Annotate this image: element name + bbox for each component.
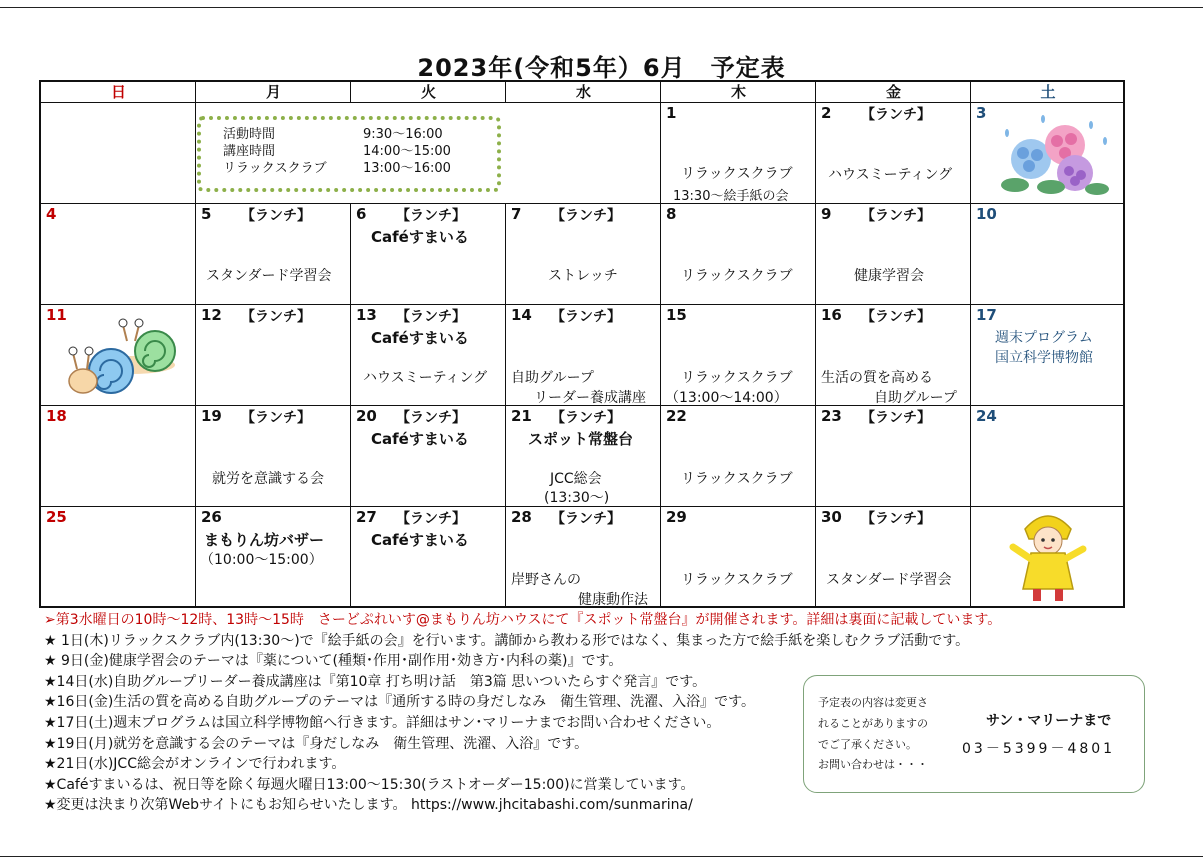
contact-note: 予定表の内容は変更さ <box>818 696 928 709</box>
event-text: リラックスクラブ <box>681 572 793 588</box>
day-cell-22 <box>661 406 816 507</box>
day-number: 4 <box>46 205 57 223</box>
lunch-label: 【ランチ】 <box>861 208 931 224</box>
hours-label: 活動時間 <box>223 127 276 142</box>
event-text: 健康動作法 <box>578 592 648 608</box>
lunch-label: 【ランチ】 <box>396 511 466 527</box>
note-item: ★Caféすまいるは、祝日等を除く毎週火曜日13:00～15:30(ラストオーダー15:00)に営業しています。 <box>44 776 695 793</box>
event-text: 健康学習会 <box>854 268 924 284</box>
event-text: 国立科学博物館 <box>995 350 1093 366</box>
day-cell-30 <box>816 507 971 608</box>
day-cell-20 <box>351 406 506 507</box>
day-cell-12 <box>196 305 351 406</box>
day-cell-8 <box>661 204 816 305</box>
day-cell-23 <box>816 406 971 507</box>
contact-box <box>803 675 1145 793</box>
event-text: スポット常盤台 <box>528 430 634 448</box>
day-number: 24 <box>976 407 997 425</box>
hours-time: 9:30～16:00 <box>363 127 443 142</box>
snail-illustration <box>65 311 185 401</box>
weekday-mon: 月 <box>196 82 351 103</box>
event-text: リラックスクラブ <box>681 268 793 284</box>
day-number: 1 <box>666 104 677 122</box>
day-number: 8 <box>666 205 677 223</box>
hours-label: リラックスクラブ <box>223 161 327 176</box>
day-cell-27 <box>351 507 506 608</box>
lunch-label: 【ランチ】 <box>551 511 621 527</box>
lunch-label: 【ランチ】 <box>861 511 931 527</box>
note-item: ★16日(金)生活の質を高める自助グループのテーマは『通所する時の身だしなみ 衛生管理、洗濯、入浴』です。 <box>44 694 756 711</box>
event-text: 自助グループ <box>874 390 957 406</box>
note-item: ★19日(月)就労を意識する会のテーマは『身だしなみ 衛生管理、洗濯、入浴』です。 <box>44 735 589 752</box>
day-number: 17 <box>976 306 997 324</box>
day-cell-18 <box>41 406 196 507</box>
event-text: リラックスクラブ <box>681 370 793 386</box>
day-number: 20 <box>356 407 377 425</box>
day-number: 13 <box>356 306 377 324</box>
lunch-label: 【ランチ】 <box>861 410 931 426</box>
day-number: 10 <box>976 205 997 223</box>
day-cell-11 <box>41 305 196 406</box>
day-number: 25 <box>46 508 67 526</box>
lunch-label: 【ランチ】 <box>551 208 621 224</box>
hydrangea-illustration <box>993 111 1125 201</box>
note-item: ★17日(土)週末プログラムは国立科学博物館へ行きます。詳細はサン･マリーナまでお問い合わせください。 <box>44 714 721 731</box>
event-text: （13:00～14:00） <box>665 390 788 406</box>
contact-note: お問い合わせは・・・ <box>818 758 928 771</box>
day-cell-24 <box>971 406 1125 507</box>
day-number: 18 <box>46 407 67 425</box>
day-cell-2 <box>816 103 971 204</box>
day-number: 14 <box>511 306 532 324</box>
day-number: 22 <box>666 407 687 425</box>
note-item: ➢第3水曜日の10時～12時、13時～15時 さーどぷれいす@まもりん坊ハウスにて『スポット常盤台』が開催されます。詳細は裏面に記載しています。 <box>44 612 1002 628</box>
week1-empty <box>41 103 661 204</box>
lunch-label: 【ランチ】 <box>861 309 931 325</box>
day-cell-4 <box>41 204 196 305</box>
day-number: 28 <box>511 508 532 526</box>
day-cell-16 <box>816 305 971 406</box>
day-number: 30 <box>821 508 842 526</box>
day-cell-7 <box>506 204 661 305</box>
cafe-label: Caféすまいる <box>371 329 469 347</box>
event-text: スタンダード学習会 <box>206 268 332 284</box>
day-number: 5 <box>201 205 212 223</box>
lunch-label: 【ランチ】 <box>396 309 466 325</box>
event-text: 自助グループ <box>511 370 594 386</box>
bottom-rule <box>0 856 1203 857</box>
day-number: 7 <box>511 205 522 223</box>
day-cell-17 <box>971 305 1125 406</box>
day-cell-15 <box>661 305 816 406</box>
day-cell-14 <box>506 305 661 406</box>
day-cell-6 <box>351 204 506 305</box>
day-cell-21 <box>506 406 661 507</box>
weekday-tue: 火 <box>351 82 506 103</box>
day-cell-28 <box>506 507 661 608</box>
day-number: 15 <box>666 306 687 324</box>
day-cell-26 <box>196 507 351 608</box>
event-text: スタンダード学習会 <box>826 572 952 588</box>
weekday-sun: 日 <box>41 82 196 103</box>
note-item: ★21日(水)JCC総会がオンラインで行われます。 <box>44 756 346 773</box>
cafe-label: Caféすまいる <box>371 228 469 246</box>
lunch-label: 【ランチ】 <box>396 410 466 426</box>
cafe-label: Caféすまいる <box>371 531 469 549</box>
event-text: 生活の質を高める <box>821 370 933 386</box>
event-text: 13:30～絵手紙の会 <box>673 189 789 204</box>
event-text: ストレッチ <box>548 268 618 284</box>
note-item: ★変更は決まり次第Webサイトにもお知らせいたします。 https://www.jhcitabashi.com/sunmarina/ <box>44 797 693 814</box>
note-item: ★ 1日(木)リラックスクラブ内(13:30～)で『絵手紙の会』を行います。講師から教わる形ではなく、集まった方で絵手紙を楽しむクラブ活動です。 <box>44 632 970 649</box>
day-number: 12 <box>201 306 222 324</box>
day-number: 19 <box>201 407 222 425</box>
raincoat-child-illustration <box>1005 509 1091 607</box>
day-number: 21 <box>511 407 532 425</box>
page-title: 2023年(令和5年）6月 予定表 <box>417 54 786 82</box>
day-cell-29 <box>661 507 816 608</box>
event-text: まもりん坊バザー <box>204 531 325 549</box>
event-text: ハウスミーティング <box>828 167 953 183</box>
day-number: 2 <box>821 104 832 122</box>
day-number: 29 <box>666 508 687 526</box>
event-text: リラックスクラブ <box>681 471 793 487</box>
weekday-thu: 木 <box>661 82 816 103</box>
lunch-label: 【ランチ】 <box>551 410 621 426</box>
day-number: 27 <box>356 508 377 526</box>
hours-box <box>197 116 501 192</box>
day-number: 11 <box>46 306 67 324</box>
top-rule <box>0 7 1203 8</box>
weekday-sat: 土 <box>971 82 1125 103</box>
event-text: JCC総会 <box>550 471 602 487</box>
day-number: 6 <box>356 205 367 223</box>
note-item: ★ 9日(金)健康学習会のテーマは『薬について(種類･作用･副作用･効き方･内科の薬)』です。 <box>44 653 623 670</box>
day-cell-10 <box>971 204 1125 305</box>
day-number: 26 <box>201 508 222 526</box>
hours-time: 14:00～15:00 <box>363 144 451 159</box>
event-text: 就労を意識する会 <box>212 471 324 487</box>
event-text: リラックスクラブ <box>681 166 793 182</box>
day-cell-19 <box>196 406 351 507</box>
day-cell-5 <box>196 204 351 305</box>
event-text: (13:30～) <box>544 490 610 506</box>
hours-time: 13:00～16:00 <box>363 161 451 176</box>
event-text: 週末プログラム <box>995 330 1093 346</box>
contact-note: でご了承ください。 <box>818 738 917 751</box>
lunch-label: 【ランチ】 <box>241 309 311 325</box>
day-cell-3 <box>971 103 1125 204</box>
contact-phone: 03－5399－4801 <box>962 741 1116 757</box>
day-cell-blank <box>971 507 1125 608</box>
weekday-wed: 水 <box>506 82 661 103</box>
day-number: 9 <box>821 205 832 223</box>
lunch-label: 【ランチ】 <box>396 208 466 224</box>
day-cell-9 <box>816 204 971 305</box>
event-text: （10:00～15:00） <box>200 552 323 568</box>
day-number: 16 <box>821 306 842 324</box>
day-number: 3 <box>976 104 987 122</box>
contact-note: れることがありますの <box>818 717 928 730</box>
contact-name: サン・マリーナまで <box>986 713 1112 729</box>
day-cell-1 <box>661 103 816 204</box>
lunch-label: 【ランチ】 <box>551 309 621 325</box>
hours-label: 講座時間 <box>223 144 276 159</box>
day-cell-13 <box>351 305 506 406</box>
lunch-label: 【ランチ】 <box>241 208 311 224</box>
day-number: 23 <box>821 407 842 425</box>
day-cell-25 <box>41 507 196 608</box>
note-item: ★14日(水)自助グループリーダー養成講座は『第10章 打ち明け話 第3篇 思いついたらすぐ発言』です。 <box>44 673 707 690</box>
lunch-label: 【ランチ】 <box>241 410 311 426</box>
lunch-label: 【ランチ】 <box>861 107 931 123</box>
event-text: ハウスミーティング <box>363 370 488 386</box>
calendar <box>39 80 1125 608</box>
event-text: 岸野さんの <box>511 572 581 588</box>
event-text: リーダー養成講座 <box>534 390 646 406</box>
weekday-fri: 金 <box>816 82 971 103</box>
cafe-label: Caféすまいる <box>371 430 469 448</box>
